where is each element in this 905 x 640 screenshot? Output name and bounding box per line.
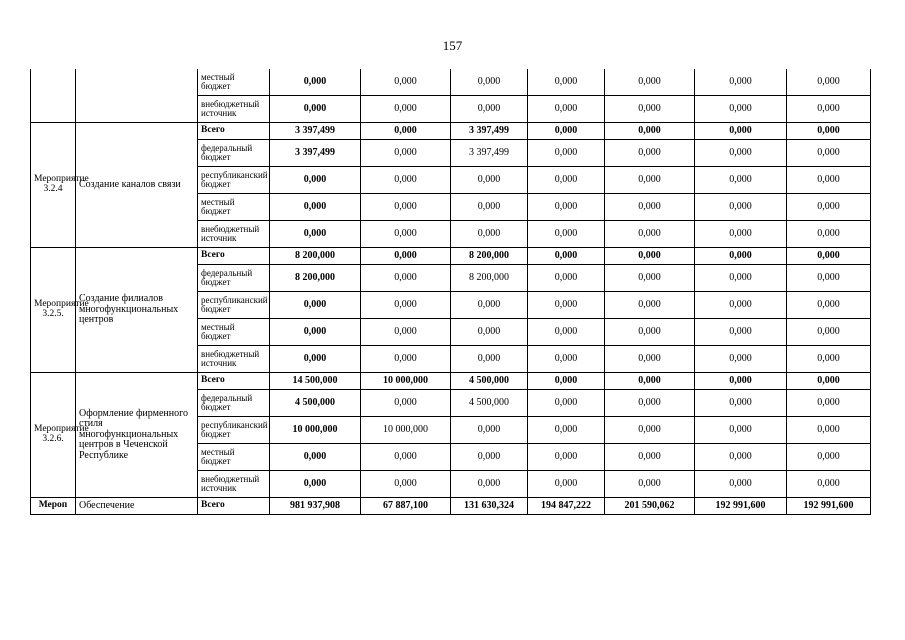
amount-cell: 10 000,000 xyxy=(361,417,451,444)
amount-cell: 0,000 xyxy=(528,417,605,444)
amount-cell: 192 991,600 xyxy=(695,498,787,515)
amount-cell: 0,000 xyxy=(605,346,695,373)
amount-cell: 0,000 xyxy=(695,265,787,292)
amount-cell: 0,000 xyxy=(787,417,871,444)
amount-cell: 0,000 xyxy=(695,248,787,265)
table-row xyxy=(31,69,871,96)
measure-name: Создание каналов связи xyxy=(76,123,198,248)
funding-source: федеральный бюджет xyxy=(198,390,270,417)
amount-cell: 0,000 xyxy=(528,167,605,194)
amount-cell: 0,000 xyxy=(787,471,871,498)
page-number: 157 xyxy=(442,38,463,53)
amount-cell: 0,000 xyxy=(787,167,871,194)
amount-cell: 0,000 xyxy=(787,96,871,123)
amount-cell: 0,000 xyxy=(451,319,528,346)
amount-cell: 0,000 xyxy=(361,444,451,471)
amount-cell: 0,000 xyxy=(361,221,451,248)
funding-source: республиканский бюджет xyxy=(198,417,270,444)
amount-cell: 0,000 xyxy=(361,292,451,319)
amount-cell: 0,000 xyxy=(528,123,605,140)
amount-cell: 0,000 xyxy=(451,346,528,373)
amount-cell: 0,000 xyxy=(270,69,361,96)
table-row-total xyxy=(31,373,871,390)
amount-cell: 3 397,499 xyxy=(451,140,528,167)
amount-cell: 0,000 xyxy=(528,373,605,390)
amount-cell: 0,000 xyxy=(695,194,787,221)
amount-cell: 0,000 xyxy=(528,221,605,248)
table-row-total xyxy=(31,498,871,515)
amount-cell: 0,000 xyxy=(695,69,787,96)
amount-cell: 0,000 xyxy=(451,69,528,96)
amount-cell: 0,000 xyxy=(451,471,528,498)
amount-cell: 14 500,000 xyxy=(270,373,361,390)
amount-cell: 0,000 xyxy=(787,140,871,167)
amount-cell: 0,000 xyxy=(528,471,605,498)
amount-cell: 8 200,000 xyxy=(270,248,361,265)
funding-source: Всего xyxy=(198,373,270,390)
measure-code: Мероприятие 3.2.6. xyxy=(31,373,76,498)
amount-cell: 0,000 xyxy=(528,96,605,123)
funding-source: местный бюджет xyxy=(198,69,270,96)
measure-name: Создание филиалов многофункциональных центров xyxy=(76,248,198,373)
amount-cell: 4 500,000 xyxy=(451,373,528,390)
amount-cell: 0,000 xyxy=(787,319,871,346)
amount-cell: 0,000 xyxy=(605,194,695,221)
amount-cell: 0,000 xyxy=(361,471,451,498)
measure-code: Мероп xyxy=(31,498,76,515)
amount-cell: 0,000 xyxy=(361,167,451,194)
amount-cell: 0,000 xyxy=(605,123,695,140)
amount-cell: 0,000 xyxy=(605,140,695,167)
amount-cell: 0,000 xyxy=(605,167,695,194)
amount-cell: 0,000 xyxy=(528,69,605,96)
amount-cell: 0,000 xyxy=(787,346,871,373)
amount-cell: 0,000 xyxy=(605,319,695,346)
amount-cell: 0,000 xyxy=(528,444,605,471)
amount-cell: 0,000 xyxy=(451,444,528,471)
measure-code: Мероприятие 3.2.5. xyxy=(31,248,76,373)
amount-cell: 0,000 xyxy=(695,140,787,167)
amount-cell: 0,000 xyxy=(528,248,605,265)
amount-cell: 0,000 xyxy=(695,417,787,444)
amount-cell: 981 937,908 xyxy=(270,498,361,515)
amount-cell: 0,000 xyxy=(270,96,361,123)
amount-cell: 0,000 xyxy=(605,69,695,96)
measure-name-cell xyxy=(76,69,198,123)
amount-cell: 0,000 xyxy=(695,221,787,248)
amount-cell: 0,000 xyxy=(270,167,361,194)
amount-cell: 0,000 xyxy=(361,123,451,140)
amount-cell: 0,000 xyxy=(605,471,695,498)
amount-cell: 4 500,000 xyxy=(270,390,361,417)
amount-cell: 0,000 xyxy=(695,123,787,140)
amount-cell: 0,000 xyxy=(361,319,451,346)
amount-cell: 10 000,000 xyxy=(361,373,451,390)
amount-cell: 0,000 xyxy=(605,248,695,265)
budget-table-body xyxy=(31,69,871,515)
amount-cell: 0,000 xyxy=(695,346,787,373)
amount-cell: 0,000 xyxy=(605,96,695,123)
amount-cell: 0,000 xyxy=(451,96,528,123)
amount-cell: 0,000 xyxy=(695,292,787,319)
amount-cell: 0,000 xyxy=(361,248,451,265)
measure-name: Оформление фирменного стиля многофункциональных центров в Чеченской Республике xyxy=(76,373,198,498)
measure-code-cell xyxy=(31,69,76,123)
amount-cell: 0,000 xyxy=(451,221,528,248)
funding-source: местный бюджет xyxy=(198,194,270,221)
amount-cell: 0,000 xyxy=(528,319,605,346)
amount-cell: 0,000 xyxy=(528,140,605,167)
amount-cell: 0,000 xyxy=(270,346,361,373)
amount-cell: 0,000 xyxy=(787,123,871,140)
amount-cell: 0,000 xyxy=(695,471,787,498)
amount-cell: 0,000 xyxy=(787,444,871,471)
amount-cell: 0,000 xyxy=(695,373,787,390)
amount-cell: 0,000 xyxy=(528,194,605,221)
amount-cell: 0,000 xyxy=(695,319,787,346)
amount-cell: 201 590,062 xyxy=(605,498,695,515)
amount-cell: 0,000 xyxy=(270,319,361,346)
funding-source: Всего xyxy=(198,498,270,515)
funding-source: внебюджетный источник xyxy=(198,96,270,123)
funding-source: федеральный бюджет xyxy=(198,140,270,167)
amount-cell: 0,000 xyxy=(605,373,695,390)
measure-name: Обеспечение xyxy=(76,498,198,515)
funding-source: внебюджетный источник xyxy=(198,471,270,498)
amount-cell: 0,000 xyxy=(361,265,451,292)
amount-cell: 0,000 xyxy=(605,265,695,292)
funding-source: Всего xyxy=(198,123,270,140)
amount-cell: 0,000 xyxy=(695,444,787,471)
funding-source: внебюджетный источник xyxy=(198,221,270,248)
amount-cell: 0,000 xyxy=(528,390,605,417)
amount-cell: 0,000 xyxy=(451,194,528,221)
amount-cell: 3 397,499 xyxy=(270,123,361,140)
amount-cell: 0,000 xyxy=(361,194,451,221)
measure-code: Мероприятие 3.2.4 xyxy=(31,123,76,248)
amount-cell: 0,000 xyxy=(528,346,605,373)
amount-cell: 0,000 xyxy=(605,390,695,417)
funding-source: республиканский бюджет xyxy=(198,167,270,194)
amount-cell: 0,000 xyxy=(528,292,605,319)
amount-cell: 67 887,100 xyxy=(361,498,451,515)
amount-cell: 0,000 xyxy=(695,167,787,194)
amount-cell: 192 991,600 xyxy=(787,498,871,515)
amount-cell: 0,000 xyxy=(270,194,361,221)
amount-cell: 10 000,000 xyxy=(270,417,361,444)
amount-cell: 0,000 xyxy=(361,346,451,373)
funding-source: местный бюджет xyxy=(198,319,270,346)
amount-cell: 4 500,000 xyxy=(451,390,528,417)
amount-cell: 3 397,499 xyxy=(451,123,528,140)
amount-cell: 0,000 xyxy=(361,140,451,167)
amount-cell: 0,000 xyxy=(695,390,787,417)
amount-cell: 0,000 xyxy=(787,248,871,265)
amount-cell: 0,000 xyxy=(605,292,695,319)
amount-cell: 0,000 xyxy=(528,265,605,292)
amount-cell: 0,000 xyxy=(787,194,871,221)
table-row-total xyxy=(31,123,871,140)
amount-cell: 0,000 xyxy=(695,96,787,123)
funding-source: республиканский бюджет xyxy=(198,292,270,319)
amount-cell: 0,000 xyxy=(787,265,871,292)
amount-cell: 0,000 xyxy=(787,390,871,417)
amount-cell: 0,000 xyxy=(605,444,695,471)
budget-table xyxy=(30,69,871,515)
funding-source: федеральный бюджет xyxy=(198,265,270,292)
amount-cell: 194 847,222 xyxy=(528,498,605,515)
funding-source: внебюджетный источник xyxy=(198,346,270,373)
amount-cell: 0,000 xyxy=(451,417,528,444)
amount-cell: 8 200,000 xyxy=(451,265,528,292)
amount-cell: 0,000 xyxy=(270,221,361,248)
amount-cell: 131 630,324 xyxy=(451,498,528,515)
amount-cell: 0,000 xyxy=(361,69,451,96)
amount-cell: 0,000 xyxy=(361,96,451,123)
amount-cell: 0,000 xyxy=(605,417,695,444)
amount-cell: 0,000 xyxy=(451,167,528,194)
amount-cell: 0,000 xyxy=(451,292,528,319)
amount-cell: 0,000 xyxy=(270,444,361,471)
amount-cell: 8 200,000 xyxy=(270,265,361,292)
amount-cell: 0,000 xyxy=(270,292,361,319)
amount-cell: 0,000 xyxy=(787,69,871,96)
amount-cell: 0,000 xyxy=(787,292,871,319)
funding-source: Всего xyxy=(198,248,270,265)
amount-cell: 0,000 xyxy=(270,471,361,498)
amount-cell: 8 200,000 xyxy=(451,248,528,265)
amount-cell: 0,000 xyxy=(787,373,871,390)
funding-source: местный бюджет xyxy=(198,444,270,471)
amount-cell: 0,000 xyxy=(605,221,695,248)
amount-cell: 0,000 xyxy=(787,221,871,248)
table-row-total xyxy=(31,248,871,265)
amount-cell: 0,000 xyxy=(361,390,451,417)
amount-cell: 3 397,499 xyxy=(270,140,361,167)
